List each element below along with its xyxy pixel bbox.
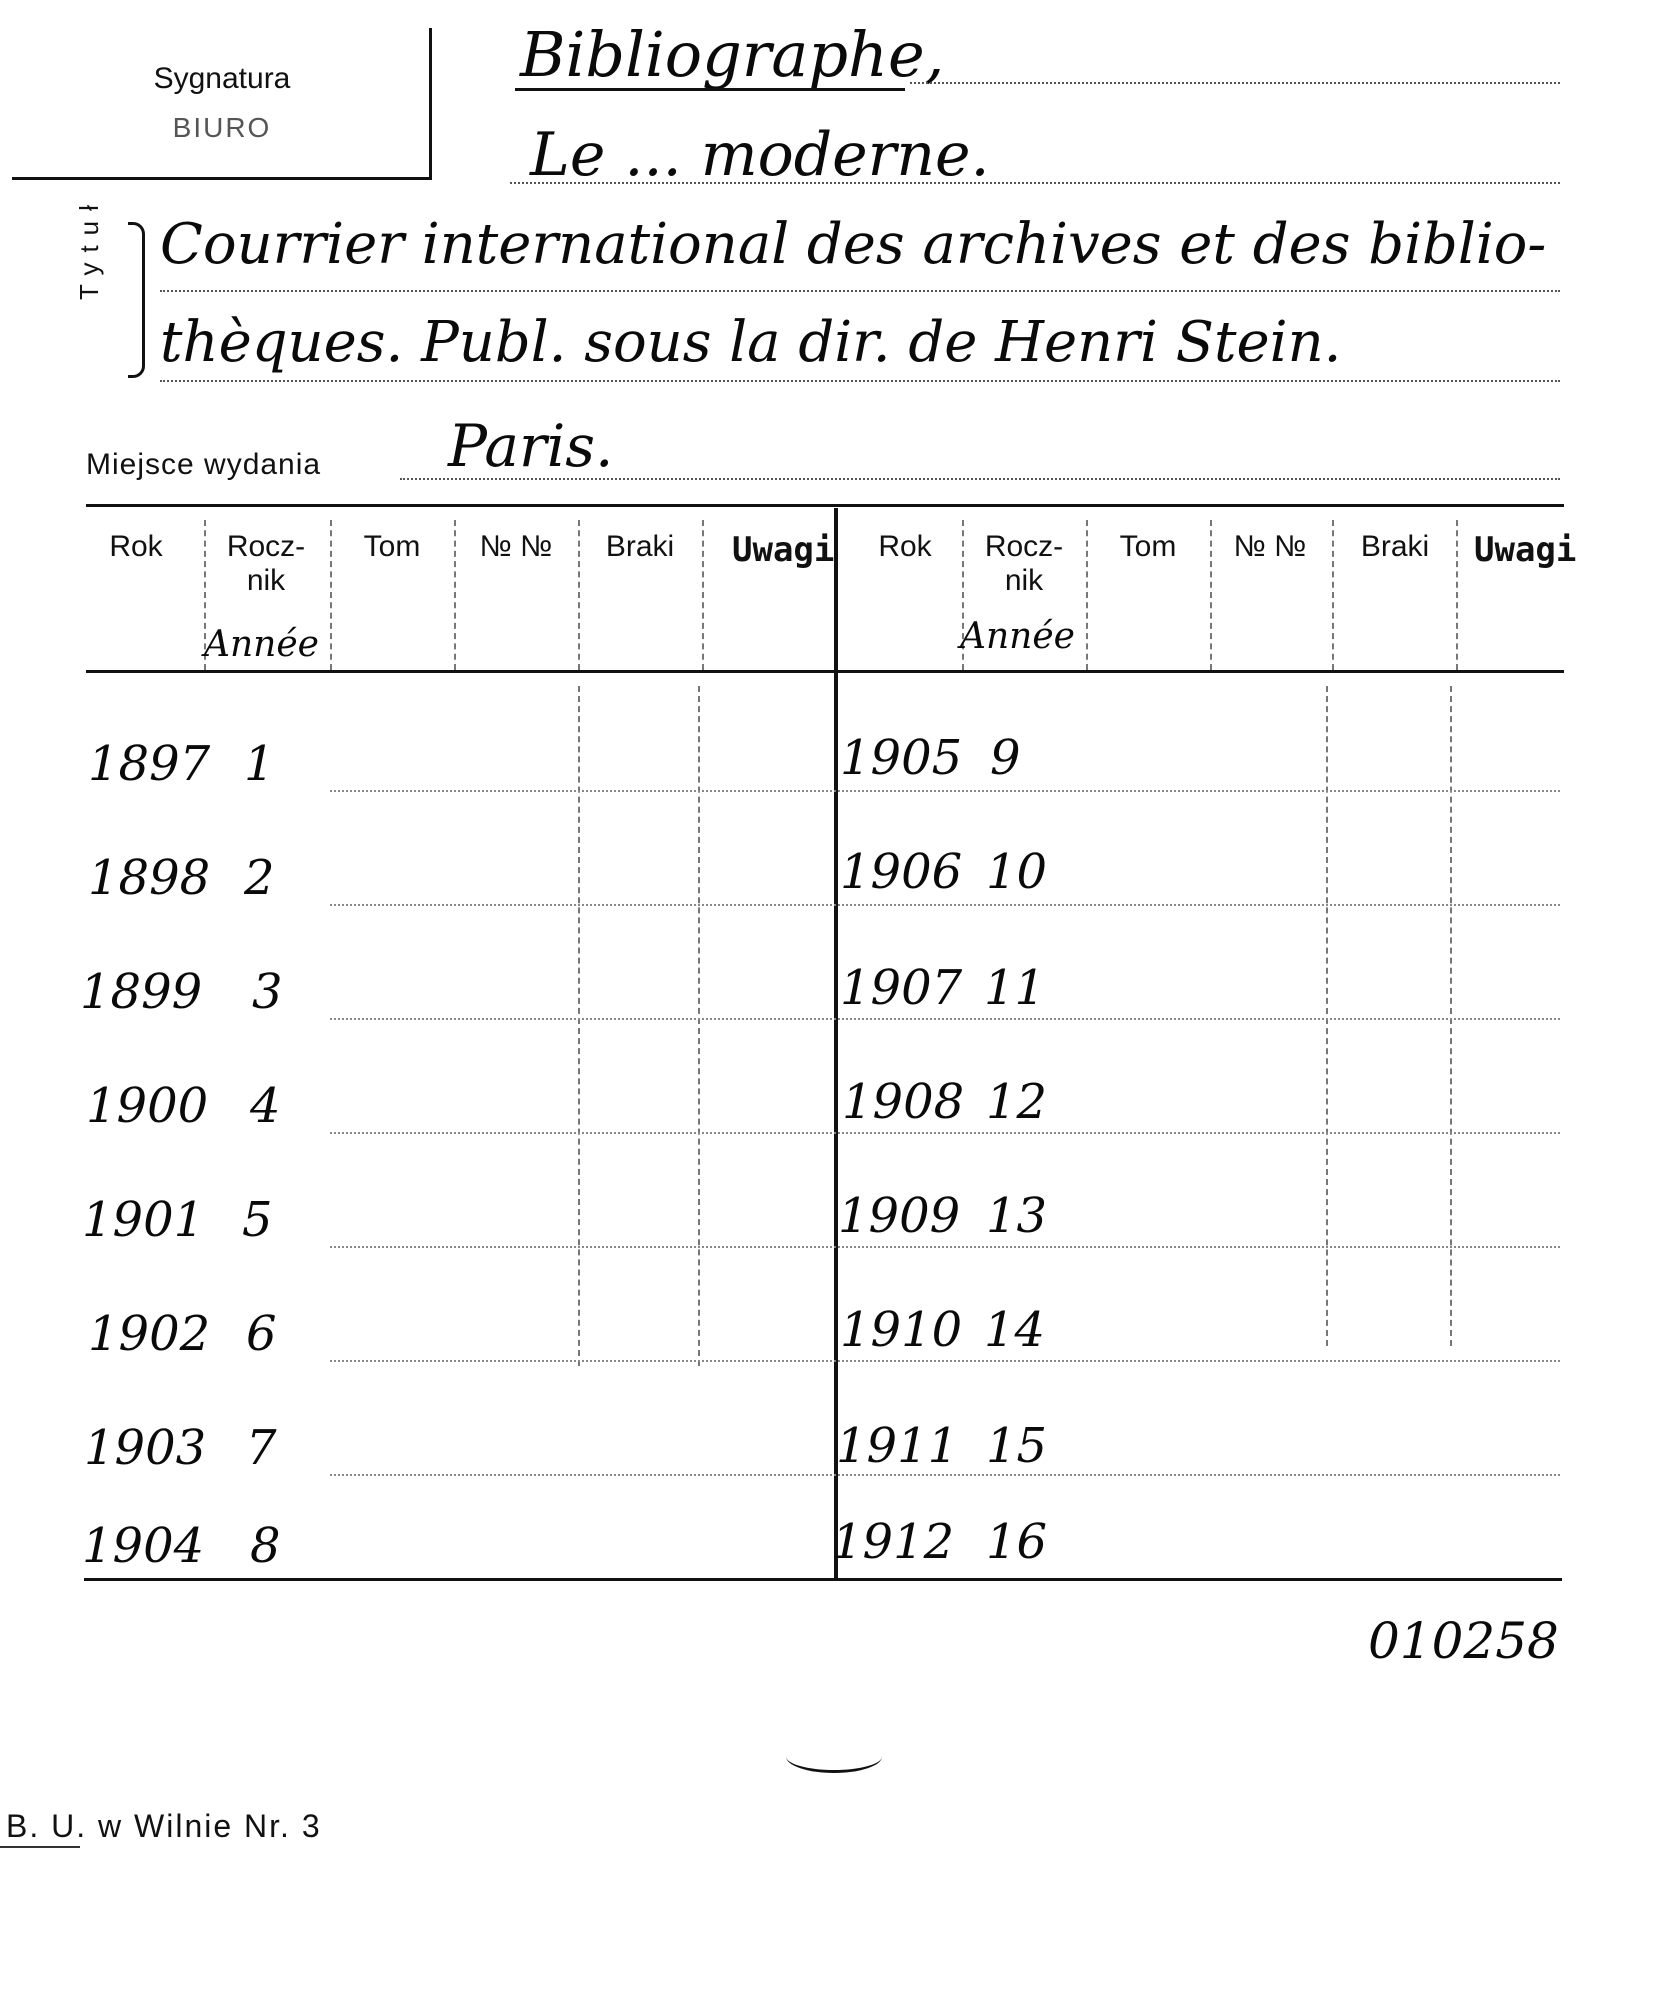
row-guide xyxy=(330,1360,1560,1362)
title-label: Tytuł xyxy=(74,195,104,300)
subject-subheading: Le ... moderne. xyxy=(530,120,990,190)
col-rule xyxy=(578,520,580,670)
col-rule xyxy=(1210,520,1212,670)
header-braki-left: Braki xyxy=(605,530,675,563)
col-rule xyxy=(578,686,580,1366)
signature-stamp: BIURO xyxy=(172,112,272,143)
right-row-7-rok: 1911 xyxy=(836,1418,959,1474)
row-guide xyxy=(330,790,1560,792)
left-row-8-rok: 1904 xyxy=(82,1518,205,1574)
header-numery-right: № № xyxy=(1233,530,1307,563)
right-row-2-rok: 1906 xyxy=(840,844,963,900)
left-row-5-rok: 1901 xyxy=(82,1192,205,1248)
header-annee-right: Année xyxy=(960,616,1075,657)
left-row-1-rocznik: 1 xyxy=(244,736,275,792)
header-uwagi-right: Uwagi xyxy=(1474,530,1577,570)
left-row-1-rok: 1897 xyxy=(88,736,211,792)
subheading-dotted-line xyxy=(510,182,1560,184)
left-row-6-rok: 1902 xyxy=(88,1306,211,1362)
header-tom-right: Tom xyxy=(1119,530,1177,563)
header-rok-right: Rok xyxy=(878,530,932,563)
row-guide xyxy=(330,1246,1560,1248)
right-row-5-rok: 1909 xyxy=(838,1188,961,1244)
left-row-7-rok: 1903 xyxy=(84,1420,207,1476)
right-row-1-rok: 1905 xyxy=(840,730,963,786)
subject-heading: Bibliographe, xyxy=(520,18,945,91)
decorative-mark xyxy=(786,1740,882,1773)
left-row-4-rocznik: 4 xyxy=(250,1078,281,1134)
table-top-rule xyxy=(86,504,1564,507)
right-row-6-rok: 1910 xyxy=(840,1302,963,1358)
place-dotted-line xyxy=(400,478,1560,480)
left-row-3-rok: 1899 xyxy=(80,964,203,1020)
right-row-8-rok: 1912 xyxy=(832,1514,955,1570)
footer-underline xyxy=(0,1846,80,1848)
right-row-4-rok: 1908 xyxy=(842,1074,965,1130)
row-guide xyxy=(330,1018,1560,1020)
right-row-5-rocznik: 13 xyxy=(986,1188,1048,1244)
header-braki-right: Braki xyxy=(1360,530,1430,563)
title-dotted-line-2 xyxy=(160,380,1560,382)
col-rule xyxy=(702,520,704,670)
col-rule xyxy=(1332,520,1334,670)
header-rocznik-left: Rocz- nik xyxy=(226,530,306,597)
title-dotted-line-1 xyxy=(160,290,1560,292)
left-row-7-rocznik: 7 xyxy=(246,1420,277,1476)
header-annee-left: Année xyxy=(204,624,319,665)
table-bottom-rule xyxy=(84,1578,1562,1581)
signature-box xyxy=(12,28,432,180)
col-rule xyxy=(1086,520,1088,670)
header-rocznik-right: Rocz- nik xyxy=(984,530,1064,597)
signature-label: Sygnatura xyxy=(153,62,291,95)
footer-printer-mark: B. U. w Wilnie Nr. 3 xyxy=(6,1808,322,1844)
header-uwagi-left: Uwagi xyxy=(732,530,835,570)
right-row-3-rok: 1907 xyxy=(840,960,963,1016)
row-guide xyxy=(330,1132,1560,1134)
left-row-3-rocznik: 3 xyxy=(252,964,283,1020)
col-rule xyxy=(330,520,332,670)
place-label: Miejsce wydania xyxy=(86,448,322,481)
row-guide xyxy=(330,904,1560,906)
subject-underline xyxy=(515,88,905,91)
subject-dotted-line xyxy=(910,82,1560,84)
left-row-2-rok: 1898 xyxy=(88,850,211,906)
header-rok-left: Rok xyxy=(109,530,163,563)
col-rule xyxy=(454,520,456,670)
right-row-8-rocznik: 16 xyxy=(986,1514,1048,1570)
title-line-2: thèques. Publ. sous la dir. de Henri Stein. xyxy=(160,310,1342,375)
left-row-6-rocznik: 6 xyxy=(246,1306,277,1362)
table-header-rule xyxy=(86,670,1564,673)
left-row-8-rocznik: 8 xyxy=(250,1518,281,1574)
right-row-3-rocznik: 11 xyxy=(984,960,1046,1016)
right-row-6-rocznik: 14 xyxy=(984,1302,1046,1358)
header-numery-left: № № xyxy=(479,530,553,563)
left-row-4-rok: 1900 xyxy=(86,1078,209,1134)
right-row-7-rocznik: 15 xyxy=(986,1418,1048,1474)
place-value: Paris. xyxy=(448,412,614,480)
left-row-5-rocznik: 5 xyxy=(242,1192,273,1248)
col-rule xyxy=(1456,520,1458,670)
row-guide xyxy=(330,1474,1560,1476)
col-rule xyxy=(698,686,700,1366)
title-line-1: Courrier international des archives et des biblio- xyxy=(160,212,1547,277)
right-row-1-rocznik: 9 xyxy=(990,730,1021,786)
right-row-2-rocznik: 10 xyxy=(986,844,1048,900)
header-tom-left: Tom xyxy=(363,530,421,563)
title-bracket xyxy=(128,222,145,378)
left-row-2-rocznik: 2 xyxy=(244,850,275,906)
accession-number: 010258 xyxy=(1368,1612,1559,1670)
right-row-4-rocznik: 12 xyxy=(986,1074,1048,1130)
